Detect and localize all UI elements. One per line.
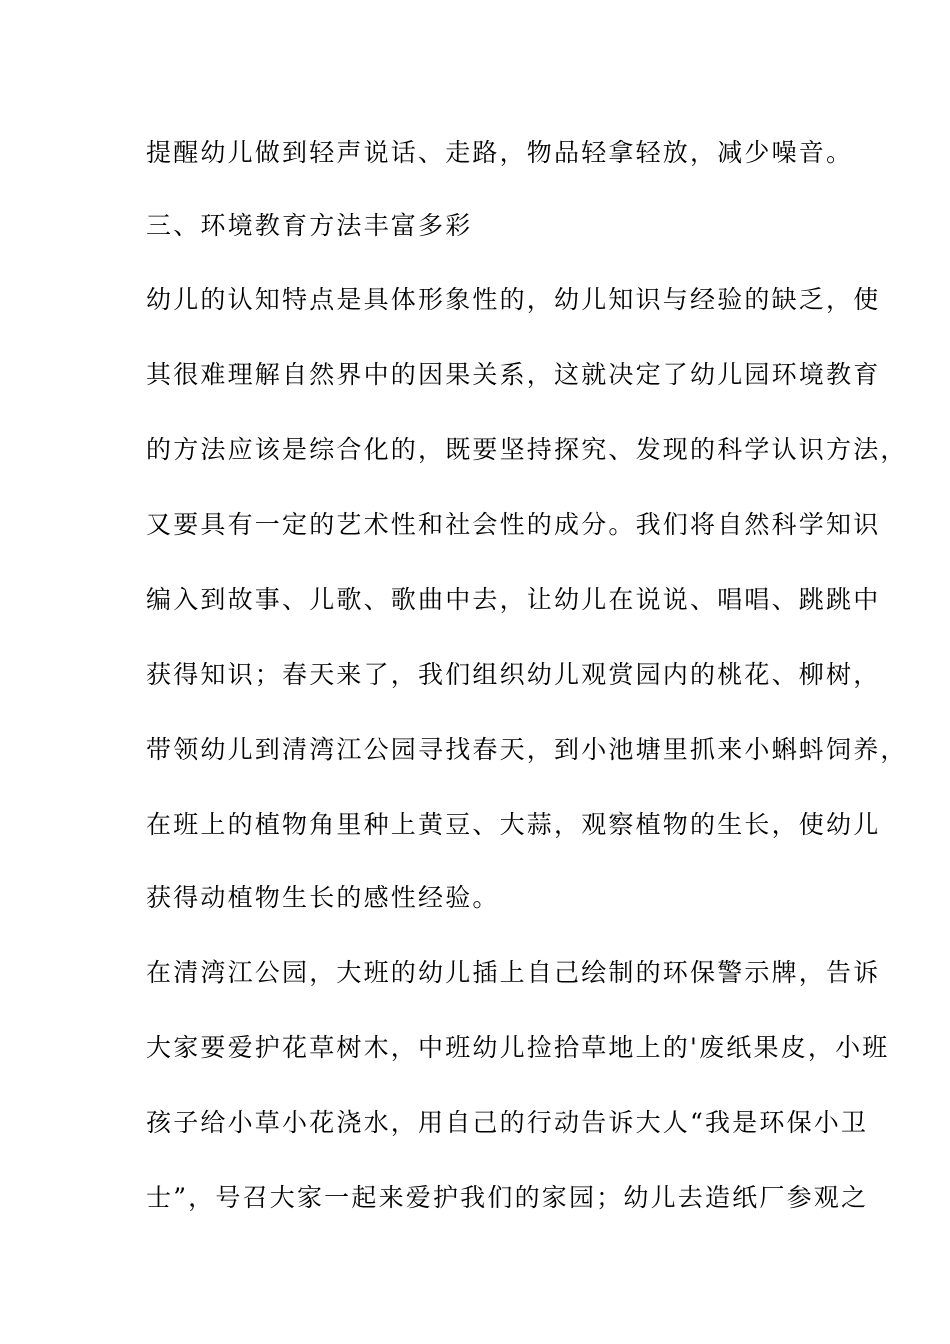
text-line-5: 的方法应该是综合化的，既要坚持探究、发现的科学认识方法， xyxy=(146,435,908,464)
text-line-15: 士”，号召大家一起来爱护我们的家园；幼儿去造纸厂参观之 xyxy=(146,1183,869,1212)
text-line-6: 又要具有一定的艺术性和社会性的成分。我们将自然科学知识 xyxy=(146,510,881,539)
text-line-8: 获得知识；春天来了，我们组织幼儿观赏园内的桃花、柳树， xyxy=(146,660,881,689)
text-line-11: 获得动植物生长的感性经验。 xyxy=(146,883,500,912)
section-heading: 三、环境教育方法丰富多彩 xyxy=(146,211,473,240)
text-line-7: 编入到故事、儿歌、歌曲中去，让幼儿在说说、唱唱、跳跳中 xyxy=(146,585,881,614)
text-line-9: 带领幼儿到清湾江公园寻找春天，到小池塘里抓来小蝌蚪饲养， xyxy=(146,735,908,764)
text-line-3: 幼儿的认知特点是具体形象性的，幼儿知识与经验的缺乏，使 xyxy=(146,285,881,314)
text-line-14: 孩子给小草小花浇水，用自己的行动告诉大人“我是环保小卫 xyxy=(146,1108,869,1137)
text-line-10: 在班上的植物角里种上黄豆、大蒜，观察植物的生长，使幼儿 xyxy=(146,810,881,839)
text-line-4: 其很难理解自然界中的因果关系，这就决定了幼儿园环境教育 xyxy=(146,360,881,389)
text-line-13: 大家要爱护花草树木，中班幼儿捡拾草地上的'废纸果皮，小班 xyxy=(146,1033,890,1062)
text-line-12: 在清湾江公园，大班的幼儿插上自己绘制的环保警示牌，告诉 xyxy=(146,958,881,987)
text-line-1: 提醒幼儿做到轻声说话、走路，物品轻拿轻放，减少噪音。 xyxy=(146,138,854,167)
